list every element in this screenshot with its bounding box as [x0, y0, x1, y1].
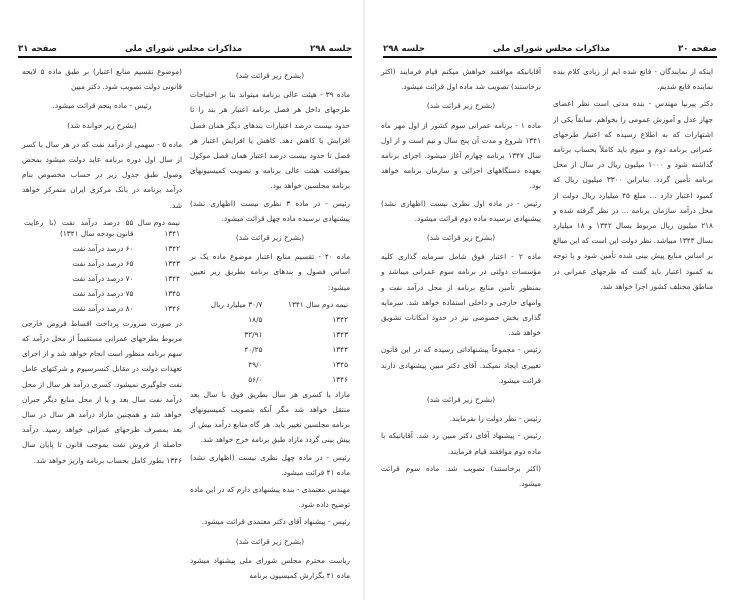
stage-direction: رئیس - ماده پنجم قرائت میشود. — [52, 101, 152, 111]
paragraph: رئیس - مجموعاً پیشنهاداتی رسیده که در این قانون تغییری ایجاد نمیکند. آقای دکتر مبین پیشنهادی دارند قرائت میشود. — [381, 345, 541, 385]
page-header — [18, 40, 352, 54]
table-header-row — [190, 297, 350, 312]
table-cell: ۳۲/۹۱ — [244, 329, 263, 339]
text-column-right — [190, 64, 350, 585]
session-number: جلسه ۲۹۸ — [310, 44, 352, 54]
table-cell: ۱۳۴۲ — [332, 314, 348, 324]
paragraph: رئیس - در ماده چهل نظری نیست (اظهاری نشد) ماده ۴۱ قرائت میشود. — [190, 452, 350, 477]
table-cell: ۱۳۴۶ — [164, 303, 180, 313]
table-cell: ۴۹/۰ — [248, 359, 263, 369]
page-number: صفحه ۳۰ — [678, 44, 717, 54]
paragraph: رئیس - پیشنهاد آقای دکتر مبین رد شد. آقایانیکه با ماده دوم موافقند قیام فرمایند. — [381, 431, 541, 456]
table-cell: ۱۳۴۴ — [164, 273, 180, 283]
table-cell: ۵۶/۰ — [248, 374, 263, 384]
text-column-left — [381, 64, 541, 493]
paragraph: (موضوع تقسیم منابع اعتبار) بر طبق ماده ۵ لایحه قانونی دولت تصویب شود. دکتر مبین — [22, 67, 182, 92]
table-row — [190, 327, 350, 342]
table-header-row — [22, 215, 182, 241]
table-header-cell: نیمه دوم سال ۱۳۴۱ — [288, 299, 348, 309]
table-cell: ۱۳۴۲ — [164, 243, 180, 253]
right-page — [365, 0, 729, 600]
allocation-table — [190, 297, 350, 387]
paragraph: رئیس - در ماده ۳ نظری نیست (اظهاری نشد) پیشنهادی نرسیده ماده چهل قرائت میشود. — [190, 198, 350, 223]
table-row — [22, 256, 182, 271]
paragraph: رئیس - پیشنهاد آقای دکتر معتمدی قرائت میشود. — [201, 517, 350, 527]
paragraph: ماده ۲ - اعتبار فوق شامل سرمایه گذاری کلیه مؤسسات دولتی در برنامه سوم عمرانی میباشد و بمنظور تأمین منابع برنامه از محل درآمد نفت و وامهای خارجی و داخلی استفاده خواهد شد. سرمایه گذاری بخش خصوصی نیز در حدود امکانات تشویق خواهد شد. — [381, 252, 541, 338]
stage-direction: (بشرح زیر قرائت شد) — [235, 536, 305, 546]
table-row — [22, 271, 182, 286]
left-page — [0, 0, 364, 600]
table-row — [190, 372, 350, 387]
table-cell: ۱۳۴۵ — [332, 359, 348, 369]
table-cell: ۸۰ درصد درآمد نفت — [72, 303, 134, 313]
paragraph: دکتر پیرنیا مهندس - بنده مدتی است نظر اعضای جهاز عدل و آموزش عمومی را بخواهم. سابقاً یکی از اشتهارات که به اطلاع رسیده که اعتبار طرحهای عمرانی برنامه دوم و سوم باید کاملاً بحساب برنامه گذاشته شود و ۱۰۰۰ میلیون ریال در سال از محل برنامه تأمین گردد. بنابراین ۳۳۰۰ میلیون ریال که کمبود اعتبار دارد ... مبلغ ۴۵ میلیارد ریال دولت از محل درآمد سازمان برنامه ... در نظر گرفته شده و ۲۱۸ میلیون ریال مربوط بسال ۱۳۴۲ و ۱۸ میلیارد بسال ۱۳۴۳ میباشد. نظر دولت این است که این مبالغ بر اساس منابع پیش بینی شده تأمین شود و با توجه به کمبود اعتبار باید گفت که طرحهای عمرانی در مناطق مختلف کشور اجرا خواهد شد. — [553, 99, 714, 291]
stage-direction: (بشرح زیر قرائت شد) — [426, 101, 496, 111]
paragraph: ماده ۱ - برنامه عمرانی سوم کشور از اول مهر ماه ۱۳۴۱ شروع و مدت آن پنج سال و نیم است و از اول سال ۱۳۴۷ برنامه چهارم آغاز میشود. اجرای برنامه بعهده دستگاههای اجرائی و سازمان برنامه خواهد بود. — [381, 120, 542, 191]
stage-direction: (بشرح زیر قرائت شد) — [426, 395, 496, 405]
text-column-left — [22, 64, 182, 470]
table-cell: ۷۰ درصد درآمد نفت — [72, 273, 134, 283]
paragraph: مازاد یا کسری هر سال بطریق فوق با سال بعد منتقل خواهد شد مگر آنکه بتصویب کمیسیونهای برنامه مجلسین تغییر یابد. هر گاه منابع درآمد بیش از پیش بینی گردد مازاد طبق برنامه خرج خواهد شد. — [190, 389, 350, 445]
publication-title: مذاکرات مجلس شورای ملی — [492, 44, 611, 54]
page-number: صفحه ۳۱ — [18, 44, 57, 54]
table-cell: ۶۰ درصد درآمد نفت — [72, 243, 134, 253]
session-number: جلسه ۲۹۸ — [383, 44, 425, 54]
table-cell: ۱۳۴۴ — [332, 344, 348, 354]
paragraph: ماده ۴۰ - تقسیم منابع اعتبار موضوع ماده یک بر اساس فصول و بندهای برنامه بطریق زیر تعیین میشود: — [190, 252, 350, 292]
paragraph: آقایانیکه موافقند خواهش میکنم قیام فرمایند (اکثر برخاستند) تصویب شد ماده اول قرائت میشود. — [381, 67, 541, 92]
paragraph: رئیس - در ماده اول نظری نیست (اظهاری نشد) پیشنهادی نرسیده ماده دوم قرائت میشود. — [381, 198, 541, 223]
table-row — [190, 312, 350, 327]
paragraph: (اکثر برخاستند) تصویب شد. ماده سوم قرائت میشود. — [381, 463, 541, 489]
stage-direction: (بشرح زیر قرائت شد) — [426, 233, 496, 243]
paragraph: ماده ۵ - سهمی از درآمد نفت که در هر سال با کسر از سال اول دوره برنامه عاید دولت میشود بمحض وصول طبق جدول زیر در حساب مخصوص بنام درآمد برنامه در بانک مرکزی ایران متمرکز خواهد شد. — [22, 139, 182, 210]
table-cell: ۴۰/۲۵ — [244, 344, 263, 354]
table-row — [190, 342, 350, 357]
table-cell: ۶۵ درصد درآمد نفت — [72, 258, 134, 268]
table-cell: ۱۳۴۳ — [332, 329, 348, 339]
table-header-cell: ۵۵ درصد درآمد نفت (با رعایت قانون بودجه سال ۱۳۴۱) — [24, 217, 134, 238]
table-row — [22, 301, 182, 316]
stage-direction: (بشرح زیر خوانده شد) — [67, 120, 137, 130]
paragraph: رئیس - نظر دولت را بفرمایند. — [449, 414, 541, 424]
table-row — [22, 241, 182, 256]
table-row — [190, 357, 350, 372]
publication-title: مذاکرات مجلس شورای ملی — [124, 44, 243, 54]
table-cell: ۷۵ درصد درآمد نفت — [72, 288, 134, 298]
header-rule — [18, 56, 352, 58]
header-rule — [383, 56, 717, 58]
paragraph: در صورت ضرورت پرداخت اقساط قروض خارجی مربوط بطرحهای عمرانی مستقیماً از محل درآمد که سهم برنامه منظور است انجام خواهد شد و از اجرای تعهدات دولت در مقابل کنسرسیوم و شرکتهای عامل نفت جلوگیری نمیشود. کسری درآمد هر سال از محل درآمد نفت سال بعد و یا از محل منابع دیگر جبران خواهد شد و همچنین مازاد درآمد هر سال در سال بعد بمصرف طرحهای عمرانی خواهد رسید. درآمد حاصله از فروش نفت بموجب قانون تا پایان سال ۱۳۴۶ بطور کامل بحساب برنامه واریز خواهد شد. — [22, 318, 182, 465]
stage-direction: (بشرح زیر قرائت شد) — [235, 233, 305, 243]
table-cell: ۱۸/۵ — [248, 314, 263, 324]
table-header-cell: ۳۰/۷ میلیارد ریال — [210, 299, 263, 309]
paragraph: اینکه از نمایندگان - قانع شده ایم از زیادی کلام بنده نماینده قانع شدیم. — [553, 67, 713, 92]
table-cell: ۱۳۴۳ — [164, 258, 180, 268]
table-cell: ۱۳۴۵ — [164, 288, 180, 298]
allocation-table — [22, 215, 182, 316]
text-column-right — [553, 64, 713, 296]
table-row — [22, 286, 182, 301]
paragraph: ماده ۳۹ - هیئت عالی برنامه میتواند بنا بر احتیاجات طرحهای داخل هر فصل برنامه اعتبار هر بند را تا حدود بیست درصد اعتبارات بندهای دیگر همان فصل افزایش یا کاهش دهد. کاهش یا افزایش اعتبار هر فصل تا حدود بیست درصد اعتبار همان فصل موکول بموافقت هیئت عالی برنامه و تصویب کمیسیونهای برنامه مجلسین خواهد بود. — [190, 90, 350, 191]
table-cell: ۱۳۴۶ — [332, 374, 348, 384]
paragraph: مهندس معتمدی - بنده پیشنهادی دارم که در این ماده توضیح داده شود. — [190, 485, 350, 510]
paragraph: ریاست محترم مجلس شورای ملی پیشنهاد میشود ماده ۴۱ بگزارش کمیسیون برنامه — [190, 555, 350, 581]
table-header-cell: نیمه دوم سال ۱۳۴۱ — [137, 217, 180, 238]
stage-direction: (بشرح زیر قرائت شد) — [235, 71, 305, 80]
page-header — [383, 40, 717, 54]
